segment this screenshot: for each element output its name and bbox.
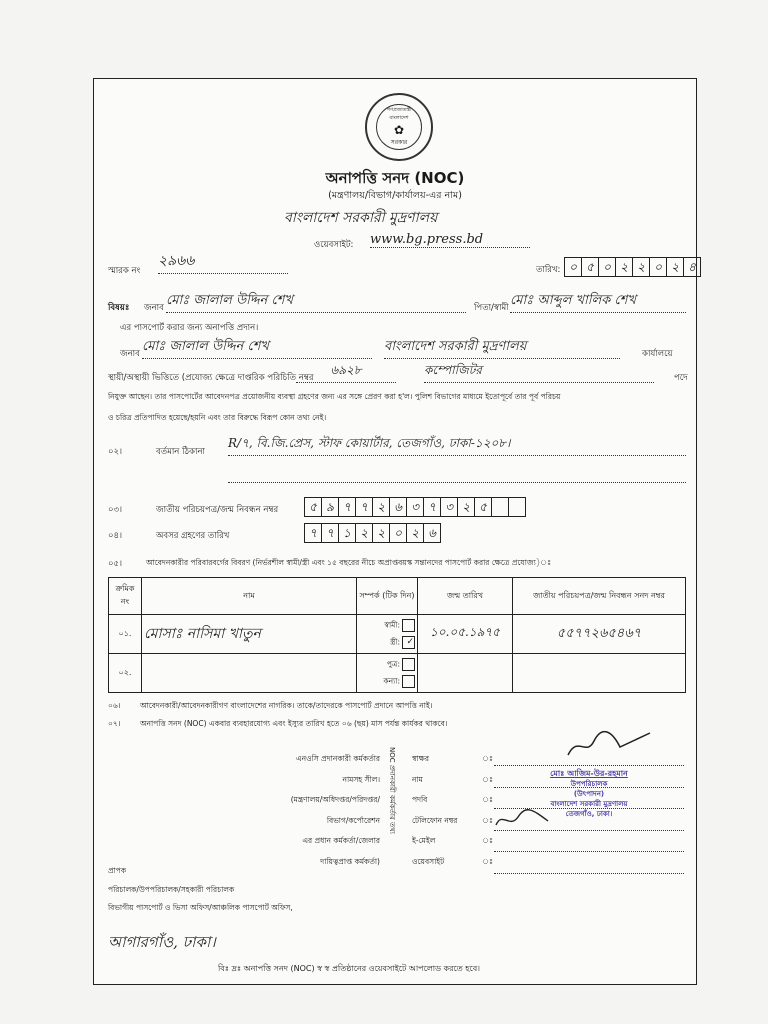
issuer-vertical-label: NOC প্রদানকারী কর্মকর্তার তথ্য bbox=[388, 747, 396, 834]
issuer-line: এনওসি প্রদানকারী কর্মকর্তার bbox=[295, 754, 380, 763]
field-email-label: ই-মেইল bbox=[412, 836, 436, 845]
website-line bbox=[494, 857, 684, 874]
seal-top-text: গণপ্রজাতন্ত্রী বাংলাদেশ bbox=[386, 106, 412, 121]
seal-bottom-text: সরকার bbox=[390, 138, 408, 146]
row-nid-handwritten: ৫৫৭৭২৬৫৪৬৭ bbox=[513, 615, 686, 654]
rel-husband-label: স্বামী: bbox=[384, 620, 400, 630]
email-line bbox=[494, 835, 684, 852]
nid-digit: ৩ bbox=[406, 497, 423, 517]
subject-label: বিষয়ঃ bbox=[108, 303, 130, 313]
rel-daughter-checkbox[interactable] bbox=[402, 675, 415, 688]
recipient-line1: পরিচালক/উপপরিচালক/সহকারী পরিচালক bbox=[108, 885, 235, 894]
address-blank-line bbox=[228, 481, 686, 483]
col-relation: সম্পর্ক (টিক দিন) bbox=[357, 578, 418, 615]
nid-digit: ৭ bbox=[355, 497, 372, 517]
stamp-dept: (উৎপাদন) bbox=[573, 790, 605, 798]
issuer-line: (মন্ত্রণালয়/অধিদপ্তর/পরিদপ্তর/ bbox=[290, 795, 380, 804]
nid-boxes bbox=[304, 497, 526, 517]
colon: ঃ bbox=[482, 815, 494, 825]
row-name-empty bbox=[142, 654, 357, 693]
colon: ঃ bbox=[482, 754, 494, 763]
footer-note: বিঃ দ্রঃ অনাপত্তি সনদ (NOC) স্ব স্ব প্রতিষ্ঠানের ওয়েবসাইটে আপলোড করতে হবে। bbox=[218, 964, 481, 973]
nid-digit: ৫ bbox=[304, 497, 321, 517]
seal-inner bbox=[376, 104, 422, 150]
rel-wife-checkbox[interactable]: ✓ bbox=[402, 636, 415, 649]
row-relation bbox=[357, 654, 418, 693]
stamp-office: বাংলাদেশ সরকারী মুদ্রণালয় bbox=[550, 800, 628, 808]
para-office-suffix: কার্যালয়ে bbox=[642, 349, 673, 359]
family-label: আবেদনকারীর পরিবারবর্গের বিবরণ (নির্ভরশীল স্বামী/স্ত্রী এবং ১৫ বছরের নীচে অপ্রাপ্তবয়স্ক সন্তানদের পাসপোর্ট করার ক্ষেত্রে প্রযোজ্য)ঃ bbox=[146, 558, 552, 567]
subject-name-handwritten: মোঃ জালাল উদ্দিন শেখ bbox=[166, 291, 466, 313]
retire-label: অবসর গ্রহণের তারিখ bbox=[156, 531, 230, 541]
rel-son-label: পুত্র: bbox=[386, 659, 400, 669]
retire-boxes bbox=[304, 523, 441, 543]
date-digit: ২ bbox=[666, 257, 683, 277]
family-num: ০৫। bbox=[108, 559, 123, 569]
rel-son-checkbox[interactable] bbox=[402, 658, 415, 671]
para-office-handwritten: বাংলাদেশ সরকারী মুদ্রণালয় bbox=[384, 337, 620, 359]
page-subtitle: (মন্ত্রণালয়/বিভাগ/কার্যালয়-এর নাম) bbox=[328, 190, 462, 201]
nid-num: ০৩। bbox=[108, 505, 123, 515]
issuer-line: বিভাগ/কর্পোরেশন bbox=[326, 815, 380, 825]
date-digit: ০ bbox=[649, 257, 666, 277]
father-label: পিতা/স্বামী bbox=[474, 303, 509, 313]
row-nid-empty bbox=[513, 654, 686, 693]
nid-digit: ৩ bbox=[440, 497, 457, 517]
address-num: ০২। bbox=[108, 447, 123, 457]
date-digit: ০ bbox=[564, 257, 581, 277]
col-name: নাম bbox=[142, 578, 357, 615]
stamp-location: তেজগাঁও, ঢাকা। bbox=[565, 810, 613, 818]
stamp-title: উপপরিচালক bbox=[570, 780, 608, 788]
retire-digit: ৭ bbox=[304, 523, 321, 543]
officer-signature-icon bbox=[564, 727, 654, 763]
office-name-handwritten: বাংলাদেশ সরকারী মুদ্রণালয় bbox=[284, 210, 438, 226]
nid-digit: ৯ bbox=[321, 497, 338, 517]
colon: ঃ bbox=[482, 836, 494, 845]
initial-signature-icon bbox=[492, 807, 552, 833]
date-digit: ৫ bbox=[581, 257, 598, 277]
para-line2: স্থায়ী/অস্থায়ী ভিত্তিতে (প্রযোজ্য ক্ষেত্রে দাপ্তরিক পরিচিতি নম্বর bbox=[108, 373, 314, 383]
col-serial: ক্রমিক নং bbox=[109, 578, 142, 615]
retire-digit: ১ bbox=[338, 523, 355, 543]
rel-husband-checkbox[interactable] bbox=[402, 619, 415, 632]
colon: ঃ bbox=[482, 856, 494, 866]
colon: ঃ bbox=[482, 774, 494, 784]
issuer-left-block bbox=[204, 749, 380, 872]
col-dob: জন্ম তারিখ bbox=[418, 578, 513, 615]
nid-digit: ৬ bbox=[389, 497, 406, 517]
nid-digit bbox=[508, 497, 526, 517]
issuer-line: দায়িত্বপ্রাপ্ত কর্মকর্তা) bbox=[320, 856, 380, 866]
nid-digit: ৭ bbox=[338, 497, 355, 517]
para-jonab: জনাব bbox=[120, 349, 140, 359]
para-line4: ও চরিত্র প্রতিপাদিত হয়েছে/হয়নি এবং তার বিরুদ্ধে বিরূপ কোন তথ্য নেই। bbox=[108, 413, 327, 422]
issuer-fields bbox=[412, 749, 457, 872]
field-designation-label: পদবি bbox=[412, 795, 428, 804]
date-digit: ৪ bbox=[683, 257, 701, 277]
retire-digit: ২ bbox=[406, 523, 423, 543]
page-title: অনাপত্তি সনদ (NOC) bbox=[325, 169, 465, 187]
memo-number: ২৯৬৬ bbox=[158, 249, 288, 274]
para-line3: নিযুক্ত আছেন। তার পাসপোর্টের আবেদনপত্র প্রয়োজনীয় ব্যবস্থা গ্রহণের জন্য এর সঙ্গে প্রেরণ করা হ'ল। পুলিশ বিভাগের মাধ্যমে ইতোপূর্বে তার পূর্ব পরিচয় bbox=[108, 392, 561, 401]
retire-digit: ২ bbox=[372, 523, 389, 543]
website-label: ওয়েবসাইট: bbox=[314, 240, 354, 250]
recipient-handwritten: আগারগাঁও, ঢাকা। bbox=[108, 933, 216, 951]
rel-wife-label: স্ত্রী: bbox=[390, 637, 400, 646]
nid-digit: ২ bbox=[372, 497, 389, 517]
memo-label: স্মারক নং bbox=[108, 266, 141, 276]
para-post-handwritten: কম্পোজিটর bbox=[424, 362, 654, 383]
note6-text: আবেদনকারী/আবেদনকারীগণ বাংলাদেশের নাগরিক। তাকে/তাদেরকে পাসপোর্ট প্রদানে আপত্তি নাই। bbox=[140, 701, 433, 710]
government-seal bbox=[365, 93, 433, 161]
table-row bbox=[109, 615, 686, 654]
address-handwritten: R/৭, বি.জি.প্রেস, স্টাফ কোয়ার্টার, তেজগাঁও, ঢাকা-১২০৮। bbox=[228, 435, 686, 456]
retire-digit: ২ bbox=[355, 523, 372, 543]
recipient-label: প্রাপক bbox=[108, 866, 127, 875]
row-serial: ০২. bbox=[109, 654, 142, 693]
row-dob-handwritten: ১০.০৫.১৯৭৫ bbox=[418, 615, 513, 654]
retire-digit: ৭ bbox=[321, 523, 338, 543]
table-row bbox=[109, 654, 686, 693]
father-name-handwritten: মোঃ আব্দুল খালিক শেখ bbox=[510, 291, 686, 313]
subject-jonab: জনাব bbox=[144, 303, 164, 313]
row-relation bbox=[357, 615, 418, 654]
issuer-line: এর প্রধান কর্মকর্তা/জেলার bbox=[302, 836, 380, 845]
noc-form bbox=[93, 78, 697, 985]
family-table bbox=[108, 577, 686, 693]
seal-emblem-icon: ✿ bbox=[393, 122, 405, 137]
date-boxes bbox=[564, 257, 701, 277]
field-name-label: নাম bbox=[412, 774, 423, 784]
family-header-row bbox=[109, 578, 686, 615]
nid-digit: ৭ bbox=[423, 497, 440, 517]
date-digit: ০ bbox=[598, 257, 615, 277]
rel-daughter-label: কন্যা: bbox=[383, 676, 400, 685]
field-website-label: ওয়েবসাইট bbox=[412, 856, 445, 866]
retire-num: ০৪। bbox=[108, 531, 123, 541]
note7-num: ০৭। bbox=[108, 719, 121, 728]
nid-digit bbox=[491, 497, 508, 517]
row-serial: ০১. bbox=[109, 615, 142, 654]
note6-num: ০৬। bbox=[108, 701, 121, 710]
issuer-line: নামসহ সীল। bbox=[342, 774, 380, 784]
row-dob-empty bbox=[418, 654, 513, 693]
recipient-line2: বিভাগীয় পাসপোর্ট ও ভিসা অফিস/আঞ্চলিক পাসপোর্ট অফিস, bbox=[108, 903, 293, 912]
nid-digit: ২ bbox=[457, 497, 474, 517]
subject-suffix: এর পাসপোর্ট করার জন্য অনাপত্তি প্রদান। bbox=[120, 323, 259, 333]
row-name-handwritten: মোসাঃ নাসিমা খাতুন bbox=[142, 615, 357, 654]
para-post-suffix: পদে bbox=[674, 373, 688, 383]
website-value: www.bg.press.bd bbox=[370, 232, 530, 248]
nid-digit: ৫ bbox=[474, 497, 491, 517]
colon: ঃ bbox=[482, 795, 494, 804]
para-id-handwritten: ৬৯২৮ bbox=[296, 362, 396, 383]
stamp-name: মোঃ আজিম-উর-রহমান bbox=[550, 769, 628, 778]
nid-label: জাতীয় পরিচয়পত্র/জন্ম নিবন্ধন নম্বর bbox=[156, 505, 279, 515]
col-nid: জাতীয় পরিচয়পত্র/জন্ম নিবন্ধন সনদ নম্বর bbox=[513, 578, 686, 615]
note7-text: অনাপত্তি সনদ (NOC) একবার ব্যবহারযোগ্য এবং ইস্যুর তারিখ হতে ০৬ (ছয়) মাস পর্যন্ত কার্যকর থাকবে। bbox=[140, 719, 448, 728]
para-name-handwritten: মোঃ জালাল উদ্দিন শেখ bbox=[142, 337, 372, 359]
address-label: বর্তমান ঠিকানা bbox=[156, 447, 205, 457]
date-digit: ২ bbox=[615, 257, 632, 277]
retire-digit: ৬ bbox=[423, 523, 441, 543]
field-signature-label: স্বাক্ষর bbox=[412, 754, 429, 763]
date-label: তারিখ: bbox=[536, 265, 561, 275]
date-digit: ২ bbox=[632, 257, 649, 277]
field-phone-label: টেলিফোন নম্বর bbox=[412, 815, 458, 825]
retire-digit: ০ bbox=[389, 523, 406, 543]
